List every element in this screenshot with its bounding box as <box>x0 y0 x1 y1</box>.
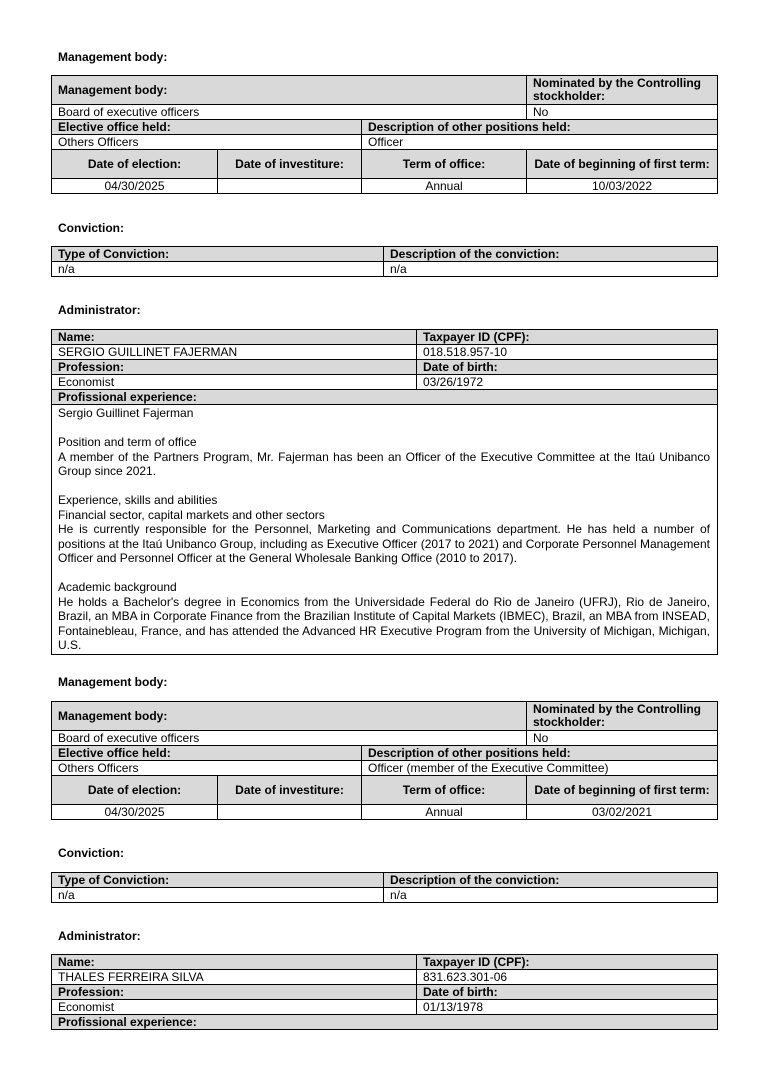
other-positions-label: Description of other positions held: <box>362 746 718 761</box>
conviction-heading: Conviction: <box>58 846 124 860</box>
nominated-value: No <box>527 105 718 120</box>
taxpayer-id-label: Taxpayer ID (CPF): <box>417 955 718 970</box>
description-conviction-label: Description of the conviction: <box>384 247 718 262</box>
first-term-value: 10/03/2022 <box>527 179 718 194</box>
management-body-label: Management body: <box>52 702 527 731</box>
date-birth-label: Date of birth: <box>417 360 718 375</box>
date-election-label: Date of election: <box>52 150 218 179</box>
management-body-label: Management body: <box>52 76 527 105</box>
name-value: THALES FERREIRA SILVA <box>52 970 417 985</box>
profession-value: Economist <box>52 1000 417 1015</box>
elective-office-label: Elective office held: <box>52 120 362 135</box>
type-conviction-value: n/a <box>52 888 384 903</box>
experience-sectors: Financial sector, capital markets and other sectors <box>58 507 325 522</box>
date-birth-value: 01/13/1978 <box>417 1000 718 1015</box>
conviction-heading: Conviction: <box>58 221 124 235</box>
date-election-value: 04/30/2025 <box>52 179 218 194</box>
term-office-label: Term of office: <box>362 150 527 179</box>
profession-label: Profession: <box>52 360 417 375</box>
first-term-label: Date of beginning of first term: <box>527 150 718 179</box>
date-investiture-label: Date of investiture: <box>218 150 362 179</box>
date-birth-value: 03/26/1972 <box>417 375 718 390</box>
date-investiture-value <box>218 805 362 820</box>
experience-academic-text: He holds a Bachelor's degree in Economics from the Universidade Federal do Rio de Janeiro (UFRJ), Rio de Janeiro, Brazil, an MBA in Corporate Finance from the Brazilian Institute of Capital Markets (IBMEC), Brazil, an MBA from INSEAD, Fontainebleau, France, and has attended the Advanced HR Executive Program from the University of Michigan, Michigan, U.S. <box>58 594 710 652</box>
management-body-table <box>51 701 718 820</box>
experience-text <box>52 405 718 655</box>
other-positions-value: Officer (member of the Executive Committee) <box>362 761 718 776</box>
profession-label: Profession: <box>52 985 417 1000</box>
experience-skills-text: He is currently responsible for the Personnel, Marketing and Communications department. He has held a number of positions at the Itaú Unibanco Group, including as Executive Officer (2017 to 2021) and Corporate Personnel Management Officer and Personnel Officer at the General Wholesale Banking Office (2010 to 2017). <box>58 522 710 565</box>
management-body-value: Board of executive officers <box>52 105 527 120</box>
name-label: Name: <box>52 330 417 345</box>
experience-position-heading: Position and term of office <box>58 435 197 449</box>
name-label: Name: <box>52 955 417 970</box>
experience-academic-heading: Academic background <box>58 580 177 594</box>
term-office-label: Term of office: <box>362 776 527 805</box>
description-conviction-value: n/a <box>384 262 718 277</box>
date-investiture-value <box>218 179 362 194</box>
term-office-value: Annual <box>362 805 527 820</box>
administrator-table <box>51 329 718 655</box>
nominated-label: Nominated by the Controlling stockholder: <box>527 76 718 105</box>
administrator-table <box>51 954 718 1030</box>
experience-skills-heading: Experience, skills and abilities <box>58 493 218 507</box>
elective-office-label: Elective office held: <box>52 746 362 761</box>
management-body-heading: Management body: <box>58 675 168 689</box>
nominated-label: Nominated by the Controlling stockholder: <box>527 702 718 731</box>
date-investiture-label: Date of investiture: <box>218 776 362 805</box>
first-term-value: 03/02/2021 <box>527 805 718 820</box>
other-positions-label: Description of other positions held: <box>362 120 718 135</box>
name-value: SERGIO GUILLINET FAJERMAN <box>52 345 417 360</box>
type-conviction-label: Type of Conviction: <box>52 873 384 888</box>
elective-office-value: Others Officers <box>52 135 362 150</box>
conviction-table <box>51 246 718 277</box>
conviction-table <box>51 872 718 903</box>
experience-label: Profissional experience: <box>52 390 718 405</box>
date-election-value: 04/30/2025 <box>52 805 218 820</box>
type-conviction-value: n/a <box>52 262 384 277</box>
taxpayer-id-value: 018.518.957-10 <box>417 345 718 360</box>
other-positions-value: Officer <box>362 135 718 150</box>
taxpayer-id-value: 831.623.301-06 <box>417 970 718 985</box>
management-body-heading: Management body: <box>58 50 168 64</box>
administrator-heading: Administrator: <box>58 303 141 317</box>
date-birth-label: Date of birth: <box>417 985 718 1000</box>
profession-value: Economist <box>52 375 417 390</box>
nominated-value: No <box>527 731 718 746</box>
experience-position-text: A member of the Partners Program, Mr. Fajerman has been an Officer of the Executive Committee at the Itaú Unibanco Group since 2021. <box>58 449 710 478</box>
first-term-label: Date of beginning of first term: <box>527 776 718 805</box>
description-conviction-label: Description of the conviction: <box>384 873 718 888</box>
term-office-value: Annual <box>362 179 527 194</box>
type-conviction-label: Type of Conviction: <box>52 247 384 262</box>
experience-name: Sergio Guillinet Fajerman <box>58 406 194 420</box>
taxpayer-id-label: Taxpayer ID (CPF): <box>417 330 718 345</box>
management-body-table <box>51 75 718 194</box>
administrator-heading: Administrator: <box>58 929 141 943</box>
management-body-value: Board of executive officers <box>52 731 527 746</box>
elective-office-value: Others Officers <box>52 761 362 776</box>
description-conviction-value: n/a <box>384 888 718 903</box>
date-election-label: Date of election: <box>52 776 218 805</box>
experience-label: Profissional experience: <box>52 1015 718 1030</box>
